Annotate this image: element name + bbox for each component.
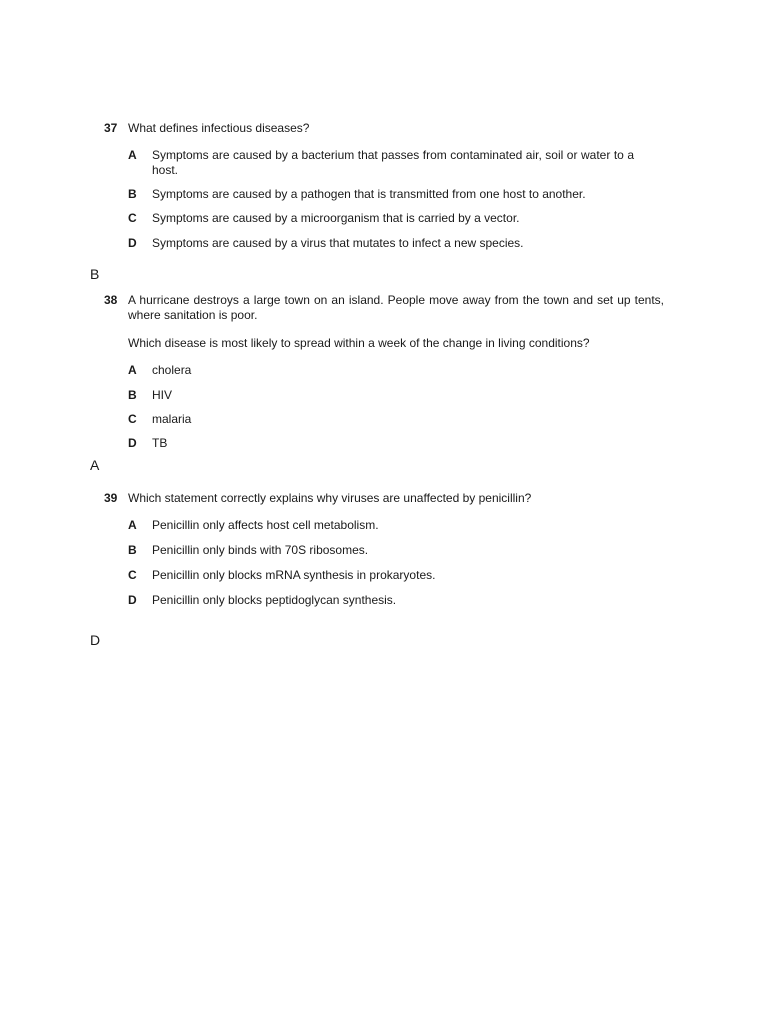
question-number: 37 xyxy=(104,121,118,135)
option-c xyxy=(128,412,634,427)
question-subtext: Which disease is most likely to spread within a week of the change in living conditions? xyxy=(128,336,590,350)
question-number: 38 xyxy=(104,293,118,307)
question-38-subtext xyxy=(104,336,664,351)
option-letter: D xyxy=(128,593,137,607)
answer-38: A xyxy=(90,457,100,473)
option-text: cholera xyxy=(152,363,192,377)
option-text: Symptoms are caused by a virus that mutates to infect a new species. xyxy=(152,236,524,250)
option-c xyxy=(128,568,634,583)
option-letter: B xyxy=(128,187,137,201)
option-text: Symptoms are caused by a microorganism that is carried by a vector. xyxy=(152,211,520,225)
option-text: TB xyxy=(152,436,168,450)
option-text: Symptoms are caused by a pathogen that is transmitted from one host to another. xyxy=(152,187,586,201)
option-letter: A xyxy=(128,363,137,377)
option-d xyxy=(128,436,634,451)
question-37 xyxy=(104,121,664,136)
option-text: Symptoms are caused by a bacterium that passes from contaminated air, soil or water to a host. xyxy=(152,148,634,177)
option-letter: C xyxy=(128,568,137,582)
option-letter: D xyxy=(128,236,137,250)
option-text: HIV xyxy=(152,388,173,402)
answer-39: D xyxy=(90,632,101,648)
option-letter: B xyxy=(128,543,137,557)
option-a xyxy=(128,363,634,378)
option-d xyxy=(128,593,634,608)
option-letter: A xyxy=(128,518,137,532)
option-letter: C xyxy=(128,412,137,426)
option-letter: D xyxy=(128,436,137,450)
option-text: Penicillin only blocks mRNA synthesis in prokaryotes. xyxy=(152,568,436,582)
option-text: malaria xyxy=(152,412,192,426)
option-text: Penicillin only blocks peptidoglycan synthesis. xyxy=(152,593,397,607)
question-number: 39 xyxy=(104,491,118,505)
option-text: Penicillin only binds with 70S ribosomes. xyxy=(152,543,369,557)
option-letter: C xyxy=(128,211,137,225)
question-39 xyxy=(104,491,664,506)
option-a xyxy=(128,518,634,533)
option-b xyxy=(128,388,634,403)
question-text: What defines infectious diseases? xyxy=(128,121,310,135)
question-text: A hurricane destroys a large town on an island. People move away from the town and set up tents, where sanitation is poor. xyxy=(128,293,664,322)
question-38 xyxy=(104,293,664,323)
question-text: Which statement correctly explains why viruses are unaffected by penicillin? xyxy=(128,491,532,505)
option-b xyxy=(128,187,634,202)
option-text: Penicillin only affects host cell metabolism. xyxy=(152,518,379,532)
option-letter: B xyxy=(128,388,137,402)
option-b xyxy=(128,543,634,558)
answer-37: B xyxy=(90,266,100,282)
option-c xyxy=(128,211,634,226)
option-d xyxy=(128,236,634,251)
option-letter: A xyxy=(128,148,137,162)
option-a xyxy=(128,148,634,178)
